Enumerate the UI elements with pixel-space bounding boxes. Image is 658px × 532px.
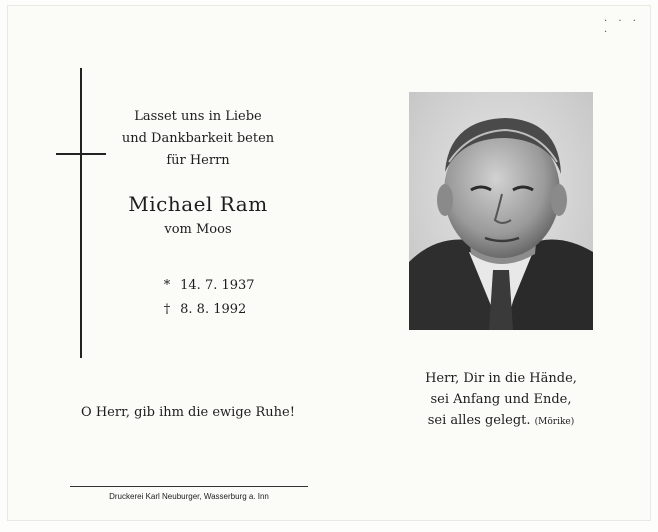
verse-author: (Mörike) [534, 417, 575, 427]
corner-marks: · · · · [604, 16, 640, 38]
portrait-illustration [409, 92, 593, 330]
death-date-row [158, 298, 255, 322]
death-symbol: † [163, 302, 171, 317]
prayer-text [108, 106, 288, 172]
deceased-origin: vom Moos [164, 222, 232, 237]
portrait-photo [409, 92, 593, 330]
cross-horizontal [56, 153, 106, 155]
prayer-line: für Herrn [166, 153, 230, 168]
birth-date-row [158, 274, 255, 298]
prayer-line: und Dankbarkeit beten [121, 131, 275, 146]
memorial-card [8, 6, 650, 520]
verse-line-last [393, 410, 609, 433]
deceased-name: Michael Ram [128, 192, 268, 216]
cross-vertical [80, 68, 82, 358]
birth-symbol: * [163, 278, 171, 293]
life-dates [158, 274, 255, 322]
verse-line: sei Anfang und Ende, [430, 392, 572, 407]
death-date: 8. 8. 1992 [180, 302, 247, 317]
verse-line: sei alles gelegt. [427, 413, 531, 428]
birth-date: 14. 7. 1937 [180, 278, 255, 293]
prayer-line: Lasset uns in Liebe [134, 109, 262, 124]
verse-text [393, 368, 609, 433]
verse-line: Herr, Dir in die Hände, [425, 371, 577, 386]
printer-credit: Druckerei Karl Neuburger, Wasserburg a. Inn [109, 492, 269, 501]
rest-prayer: O Herr, gib ihm die ewige Ruhe! [81, 405, 295, 420]
footer-divider [70, 486, 308, 487]
